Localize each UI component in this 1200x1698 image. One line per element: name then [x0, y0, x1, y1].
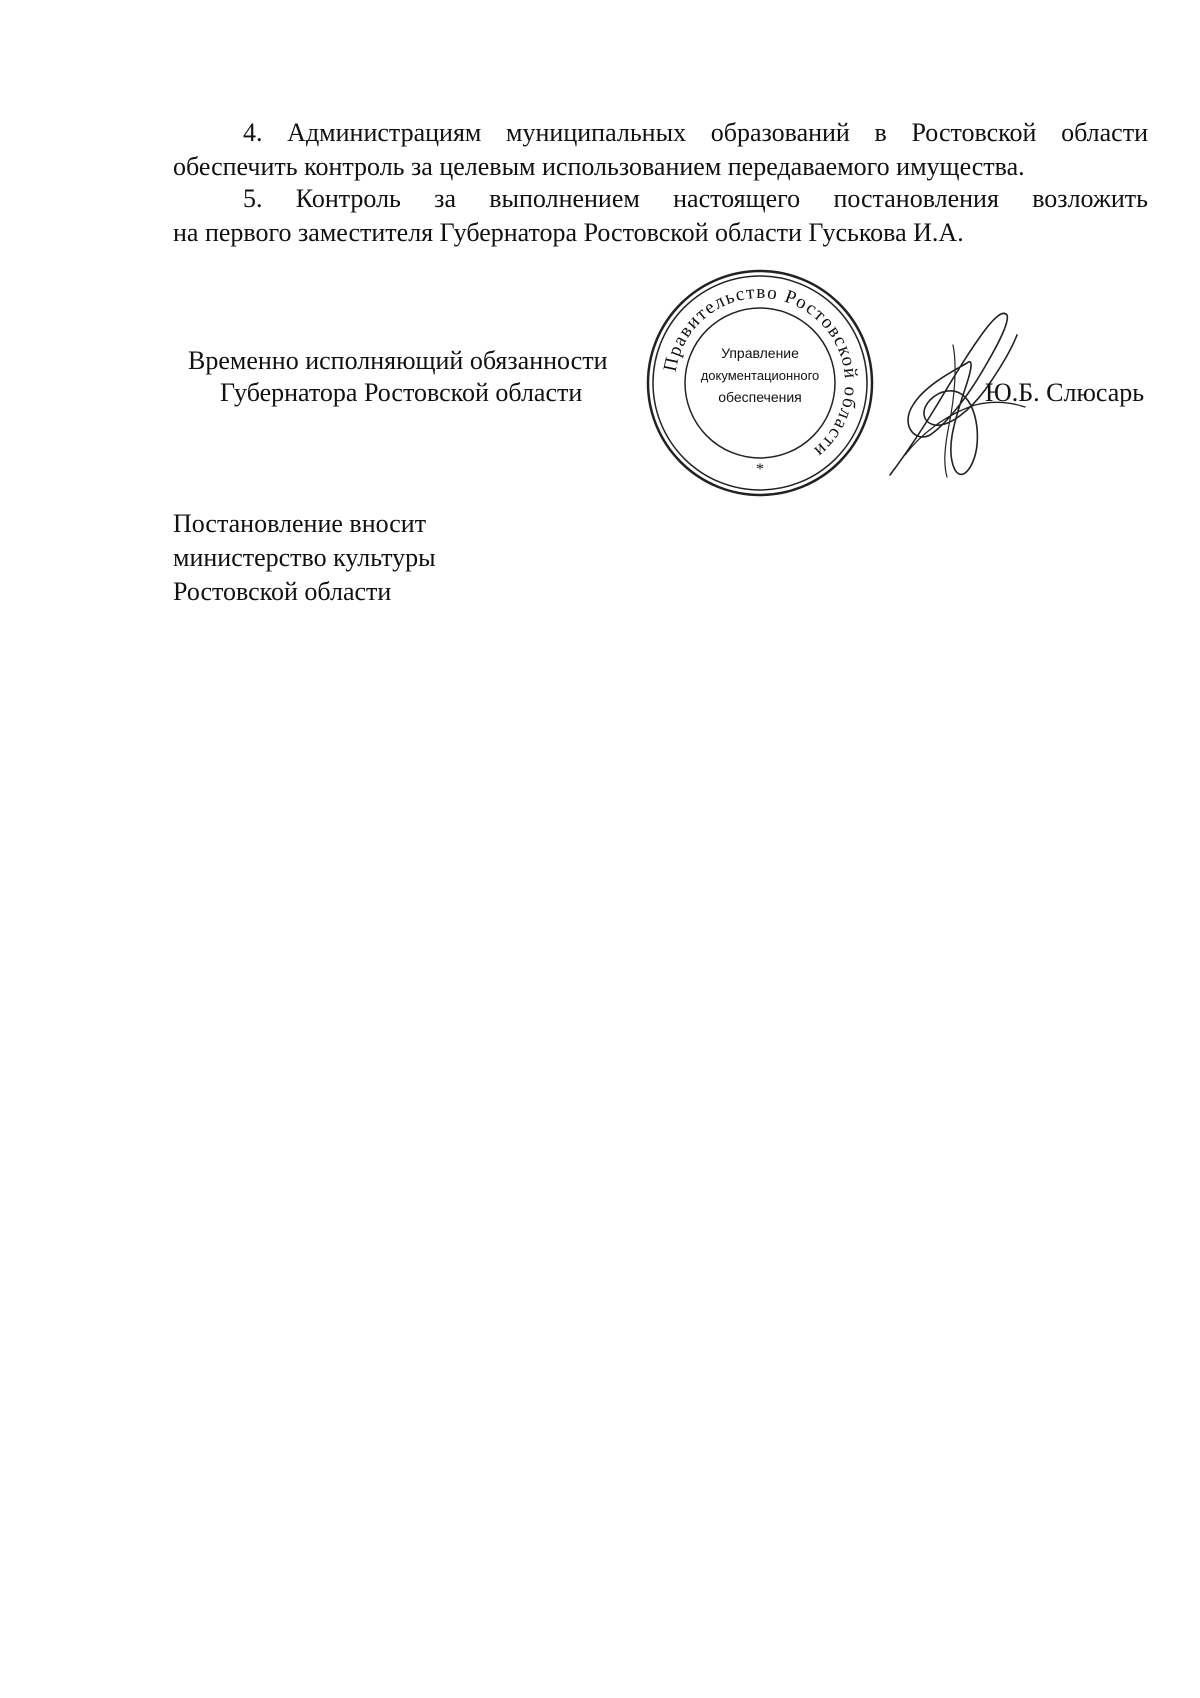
paragraph-4-line-2: обеспечить контроль за целевым использованием передаваемого имущества.: [173, 152, 1025, 181]
seal-star-mark: *: [756, 461, 764, 478]
seal-center-line-1: Управление: [721, 345, 799, 361]
paragraph-5-line-1: 5. Контроль за выполнением настоящего постановления возложить: [243, 184, 1148, 213]
official-seal: [645, 268, 875, 498]
seal-center-line-3: обеспечения: [718, 389, 802, 405]
introduced-by-line-3: Ростовской области: [173, 577, 392, 606]
seal-center-line-2: документационного: [700, 368, 820, 383]
paragraph-5-line-2: на первого заместителя Губернатора Ростовской области Гуськова И.А.: [173, 218, 964, 247]
paragraph-4-line-1: 4. Администрациям муниципальных образований в Ростовской области: [243, 118, 1148, 147]
paragraph-5: [173, 182, 1148, 250]
signatory-title-line-1: Временно исполняющий обязанности: [188, 346, 608, 375]
introduced-by-line-2: министерство культуры: [173, 543, 436, 572]
seal-ring-text: Правительство Ростовской области: [659, 281, 862, 463]
signatory-name: Ю.Б. Слюсарь: [985, 378, 1145, 407]
signatory-title-line-2: Губернатора Ростовской области: [220, 378, 583, 407]
paragraph-4: [173, 116, 1148, 184]
introduced-by-note: [173, 507, 436, 609]
introduced-by-line-1: Постановление вносит: [173, 509, 427, 538]
